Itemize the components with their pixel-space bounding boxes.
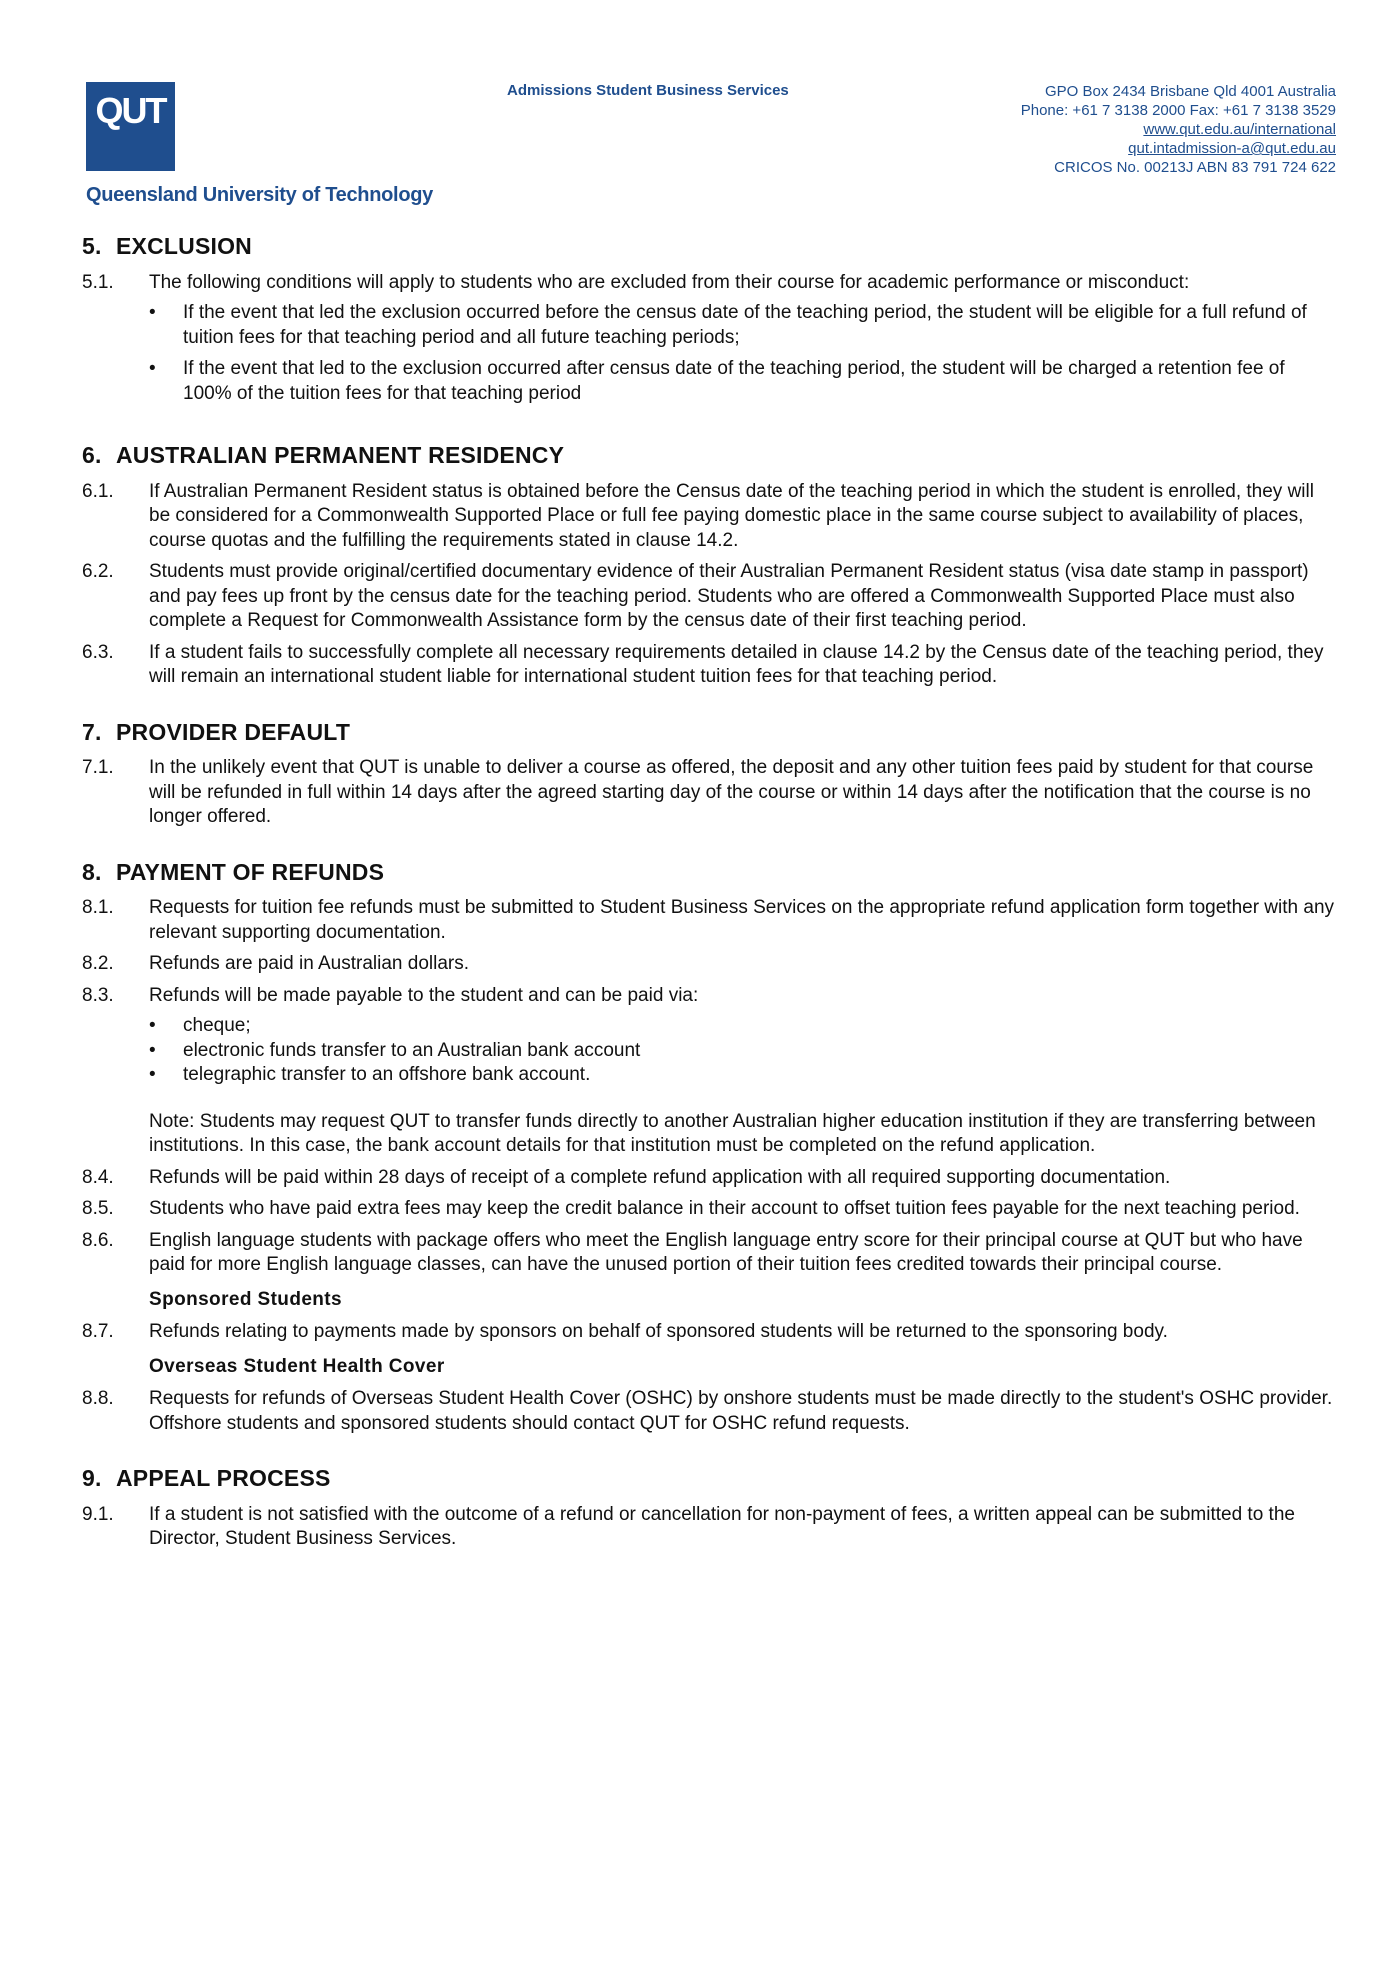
clause-number: 8.4.: [82, 1166, 114, 1188]
clause-body: [149, 952, 1338, 977]
bullet-item: • electronic funds transfer to an Australian bank account: [149, 1039, 1338, 1064]
clause-body: [149, 756, 1338, 830]
clause: [82, 1503, 1338, 1552]
clause-text: Students who have paid extra fees may keep the credit balance in their account to offset tuition fees payable for the next teaching period.: [149, 1198, 1300, 1219]
section-title: PROVIDER DEFAULT: [116, 718, 351, 745]
subheading: Sponsored Students: [149, 1288, 342, 1310]
clause-text: If Australian Permanent Resident status is obtained before the Census date of the teaching period in which the student is enrolled, they will be considered for a Commonwealth Supported Place or full fee paying domestic place in the same course subject to availability of places, course quotas and the fulfilling the requirements stated in clause 14.2.: [149, 480, 1314, 551]
section-title: AUSTRALIAN PERMANENT RESIDENCY: [116, 442, 565, 468]
clause-number: 8.3.: [82, 984, 114, 1006]
clause: [82, 641, 1338, 690]
bullet-list: [149, 301, 1338, 406]
note-text: Note: Students may request QUT to transfer funds directly to another Australian higher education institution if they are transferring between institutions. In this case, the bank account details for that institution must be completed on the refund application.: [149, 1110, 1316, 1156]
clause-number: 9.1.: [82, 1503, 114, 1525]
bullet-list: [149, 1014, 1338, 1088]
clause-number: 8.8.: [82, 1388, 114, 1409]
clause-number: 7.1.: [82, 757, 114, 778]
clause-number: 8.7.: [82, 1321, 114, 1342]
section-number: 8.: [82, 858, 102, 885]
clause-number: 8.5.: [82, 1198, 114, 1219]
clause-body: [149, 896, 1338, 945]
clause-number: 6.3.: [82, 641, 114, 663]
clause: [82, 984, 1338, 1159]
clause-text: English language students with package offers who meet the English language entry score for their principal course at QUT but who have paid for more English language classes, can have the unused portion of their tuition fees credited towards their principal course.: [149, 1229, 1303, 1275]
clause: [82, 1166, 1338, 1191]
clause: [82, 952, 1338, 977]
clause: [82, 1387, 1338, 1436]
contact-address: GPO Box 2434 Brisbane Qld 4001 Australia: [1044, 83, 1336, 100]
clause-number: 6.2.: [82, 561, 114, 582]
contact-phone: Phone: +61 7 3138 2000 Fax: +61 7 3138 3529: [1020, 102, 1336, 119]
clause-text: The following conditions will apply to students who are excluded from their course for academic performance or misconduct:: [149, 271, 1190, 293]
clause: [82, 1197, 1338, 1222]
section: [82, 443, 1338, 690]
clause-number: 8.2.: [82, 953, 114, 974]
clause-text: If a student is not satisfied with the outcome of a refund or cancellation for non-payment of fees, a written appeal can be submitted to the Director, Student Business Services.: [149, 1503, 1295, 1549]
section-number: 5.: [82, 233, 102, 259]
qut-logo: [86, 82, 175, 171]
clause: [82, 560, 1338, 634]
section-title: APPEAL PROCESS: [116, 1465, 331, 1491]
clause-text: Requests for refunds of Overseas Student Health Cover (OSHC) by onshore students must be made directly to the student's OSHC provider. Offshore students and sponsored students should contact QUT for OSHC refund requests.: [149, 1388, 1333, 1434]
clause-number: 6.1.: [82, 480, 114, 502]
clause-text: Students must provide original/certified documentary evidence of their Australian Permanent Resident status (visa date stamp in passport) and pay fees up front by the census date for the teaching period. Students who are offered a Commonwealth Supported Place must also complete a Request for Commonwealth Assistance form by the census date of their first teaching period.: [149, 561, 1309, 631]
section: [82, 1466, 1338, 1552]
bullet-item: • If the event that led to the exclusion occurred after census date of the teaching period, the student will be charged a retention fee of 100% of the tuition fees for that teaching period: [149, 357, 1338, 406]
contact-cricos: CRICOS No. 00213J ABN 83 791 724 622: [1054, 159, 1336, 176]
clause: [82, 271, 1338, 414]
clause-body: [149, 480, 1338, 554]
section-number: 7.: [82, 718, 102, 745]
clause: [82, 480, 1338, 554]
contact-website-link[interactable]: www.qut.edu.au/international: [1143, 121, 1336, 138]
section: [82, 860, 1338, 1437]
clause: [82, 756, 1338, 830]
clause-text: Refunds relating to payments made by sponsors on behalf of sponsored students will be returned to the sponsoring body.: [149, 1321, 1168, 1342]
clause-number: 8.1.: [82, 897, 114, 918]
section: [82, 720, 1338, 830]
clause-number: 5.1.: [82, 271, 114, 293]
clause-text: Requests for tuition fee refunds must be submitted to Student Business Services on the appropriate refund application form together with any relevant supporting documentation.: [149, 897, 1335, 943]
section: [82, 234, 1338, 413]
clause-body: [149, 984, 1338, 1159]
clause-text: If a student fails to successfully complete all necessary requirements detailed in clause 14.2 by the Census date of the teaching period, they will remain an international student liable for international student tuition fees for that teaching period.: [149, 641, 1324, 687]
subheading: Overseas Student Health Cover: [149, 1355, 445, 1377]
section-title: EXCLUSION: [116, 233, 252, 259]
section-heading: [82, 860, 1338, 885]
clause-body: [149, 1229, 1338, 1278]
clause-body: [149, 1503, 1338, 1552]
clause-number: 8.6.: [82, 1229, 114, 1251]
university-name: Queensland University of Technology: [86, 184, 433, 206]
clause-body: [149, 641, 1338, 690]
clause: [82, 1229, 1338, 1278]
bullet-item: • cheque;: [149, 1014, 1338, 1039]
contact-block: [1021, 82, 1336, 177]
bullet-item: • If the event that led the exclusion occurred before the census date of the teaching period, the student will be eligible for a full refund of tuition fees for that teaching period and all future teaching periods;: [149, 301, 1338, 350]
section-heading: [82, 1466, 1338, 1491]
clause-body: [149, 1320, 1338, 1345]
section-heading: [82, 234, 1338, 259]
clause: [82, 1320, 1338, 1345]
section-number: 9.: [82, 1465, 102, 1491]
clause-body: [149, 271, 1338, 414]
section-title: PAYMENT OF REFUNDS: [116, 858, 385, 885]
clause-text: Refunds are paid in Australian dollars.: [149, 953, 470, 974]
clause-text: In the unlikely event that QUT is unable to deliver a course as offered, the deposit and any other tuition fees paid by student for that course will be refunded in full within 14 days after the agreed starting day of the course or within 14 days after the notification that the course is no longer offered.: [149, 757, 1314, 827]
department-name: Admissions Student Business Services: [507, 82, 789, 99]
clause-text: Refunds will be paid within 28 days of receipt of a complete refund application with all required supporting documentation.: [149, 1166, 1171, 1188]
section-heading: [82, 720, 1338, 745]
contact-email-link[interactable]: qut.intadmission-a@qut.edu.au: [1128, 140, 1336, 157]
document-body: [82, 234, 1338, 1582]
section-number: 6.: [82, 442, 102, 468]
clause-body: [149, 1387, 1338, 1436]
bullet-item: • telegraphic transfer to an offshore bank account.: [149, 1063, 1338, 1088]
clause-body: [149, 1197, 1338, 1222]
clause: [82, 896, 1338, 945]
logo-text: QUT: [95, 90, 166, 131]
section-heading: [82, 443, 1338, 468]
clause-text: Refunds will be made payable to the student and can be paid via:: [149, 984, 699, 1006]
clause-body: [149, 1166, 1338, 1191]
clause-body: [149, 560, 1338, 634]
